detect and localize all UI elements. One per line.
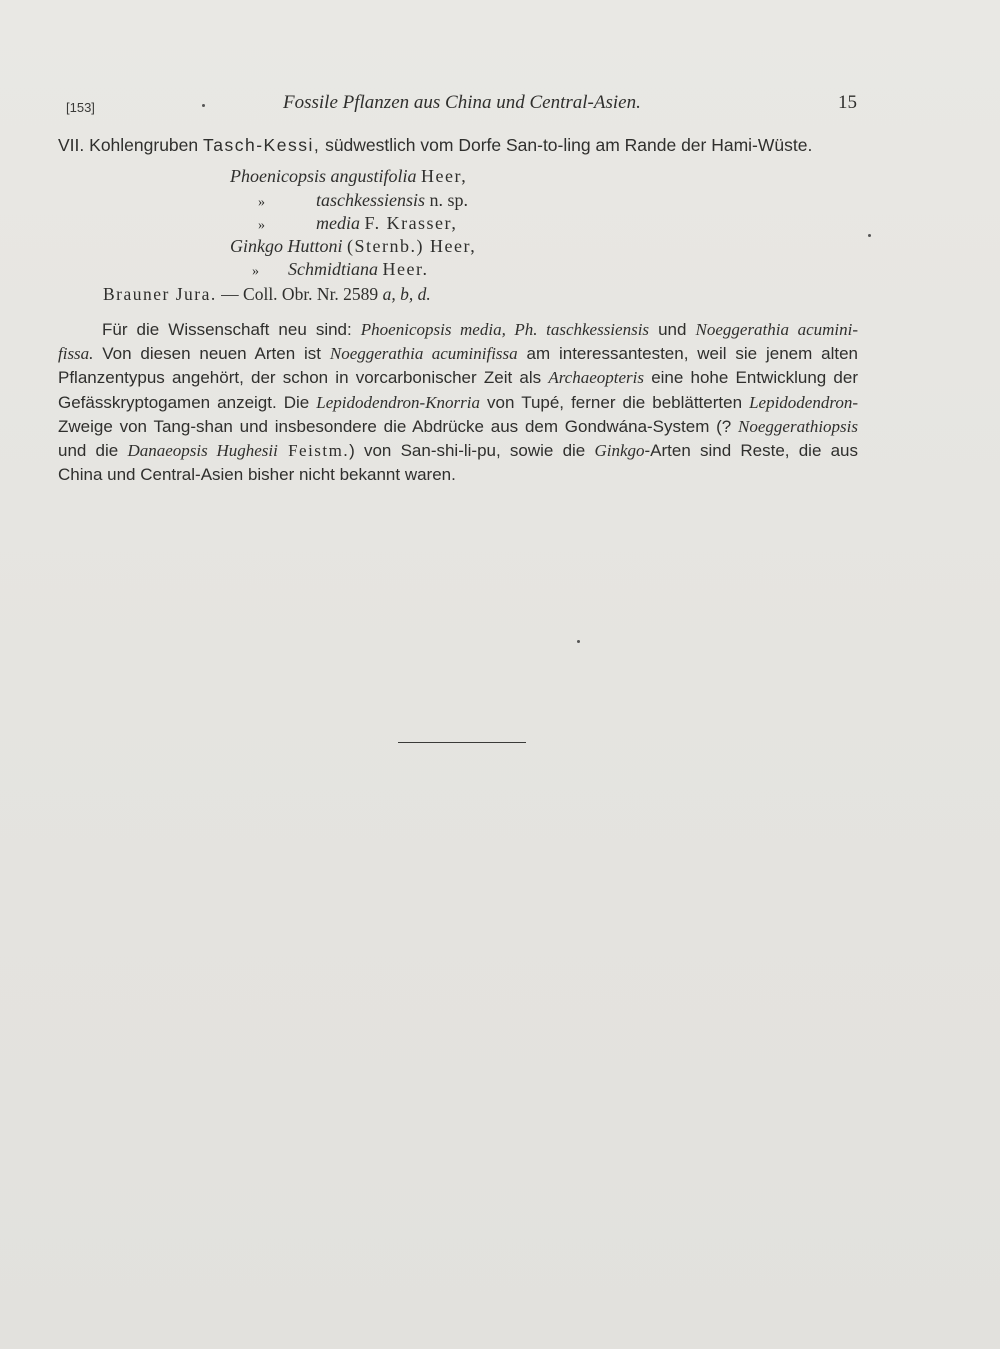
ditto-mark: »: [258, 218, 265, 233]
species-name: Ginkgo Huttoni: [230, 236, 343, 256]
text-run: und: [649, 320, 696, 339]
paragraph-line: [58, 342, 858, 366]
species-author: Heer,: [421, 166, 468, 186]
taxon-name: fissa.: [58, 344, 94, 364]
text-run: Zweige von Tang-shan und insbesondere die Abdrücke aus dem Gondwána-System (?: [58, 416, 739, 436]
em-dash: —: [221, 284, 239, 304]
running-header-title: Fossile Pflanzen aus China und Central-Asien.: [283, 92, 641, 113]
species-list-item: [258, 190, 468, 211]
text-run: am interessantesten, weil sie jenem alten: [517, 344, 858, 364]
text-run: Gefässkryptogamen anzeigt. Die: [58, 392, 317, 412]
species-author: F. Krasser,: [364, 213, 458, 233]
paragraph-line: [58, 366, 858, 390]
ditto-mark: »: [252, 264, 259, 279]
text-run: eine hohe Entwicklung der: [644, 368, 858, 388]
text-run: ) von San-shi-li-pu, sowie die: [349, 441, 595, 461]
taxon-name: Lepidodendron-Knorria: [316, 392, 481, 412]
paragraph-line: [58, 391, 858, 415]
taxon-name: Lepidodendron-: [749, 392, 858, 412]
species-author: n. sp.: [429, 190, 468, 210]
section-numeral: VII.: [58, 135, 85, 155]
text-run: China und Central-Asien bisher nicht bekannt waren.: [58, 465, 456, 485]
section-text-before: Kohlengruben: [89, 135, 199, 155]
taxon-name: Archaeopteris: [548, 368, 644, 388]
species-name: Schmidtiana: [288, 259, 378, 279]
closing-rule: [398, 742, 526, 743]
taxon-name: Noeggerathiopsis: [738, 416, 858, 436]
taxon-name: Ginkgo: [594, 441, 645, 461]
text-run: Für die Wissenschaft neu sind:: [102, 320, 361, 339]
header-reference-number: [153]: [66, 100, 95, 115]
age-label: Brauner Jura.: [103, 284, 217, 304]
paragraph-line: [58, 415, 858, 439]
text-run: -Arten sind Reste, die aus: [644, 441, 859, 461]
taxon-name: Phoenicopsis media, Ph. taschkessiensis: [360, 320, 650, 339]
text-run: Pflanzentypus angehört, der schon in vorcarbonischer Zeit als: [58, 368, 549, 388]
author-name: Feistm.: [277, 441, 350, 461]
paragraph-line: [58, 439, 858, 463]
species-author: (Sternb.) Heer,: [347, 236, 477, 256]
paragraph-line: [58, 463, 858, 487]
taxon-name: Noeggerathia acumini-: [695, 320, 859, 339]
print-speck: [868, 234, 871, 237]
species-name: Phoenicopsis angustifolia: [230, 166, 417, 186]
collection-number: Coll. Obr. Nr. 2589: [243, 284, 379, 304]
species-name: taschkessiensis: [316, 190, 425, 210]
page-number: 15: [838, 92, 857, 113]
species-list-item: [252, 259, 428, 280]
print-speck: [577, 640, 580, 643]
species-list-item: [230, 236, 476, 257]
species-author: Heer.: [382, 259, 429, 279]
paragraph-line: [58, 318, 858, 342]
species-name: media: [316, 213, 360, 233]
species-list-item: [230, 166, 467, 187]
specimen-letters: a, b, d.: [382, 284, 431, 304]
species-list-item: [258, 213, 457, 234]
section-heading: [58, 135, 812, 156]
stratigraphic-age-line: [103, 284, 431, 305]
ditto-mark: »: [258, 195, 265, 210]
taxon-name: Noeggerathia acuminifissa: [329, 344, 518, 364]
text-run: und die: [58, 441, 128, 461]
text-run: Von diesen neuen Arten ist: [93, 344, 330, 364]
section-text-after: südwestlich vom Dorfe San-to-ling am Rande der Hami-Wüste.: [325, 135, 813, 155]
text-run: von Tupé, ferner die beblätterten: [480, 392, 750, 412]
print-speck: [202, 104, 205, 107]
section-place-name: Tasch-Kessi,: [203, 135, 321, 155]
body-paragraph: [58, 318, 858, 487]
taxon-name: Danaeopsis Hughesii: [127, 441, 278, 461]
